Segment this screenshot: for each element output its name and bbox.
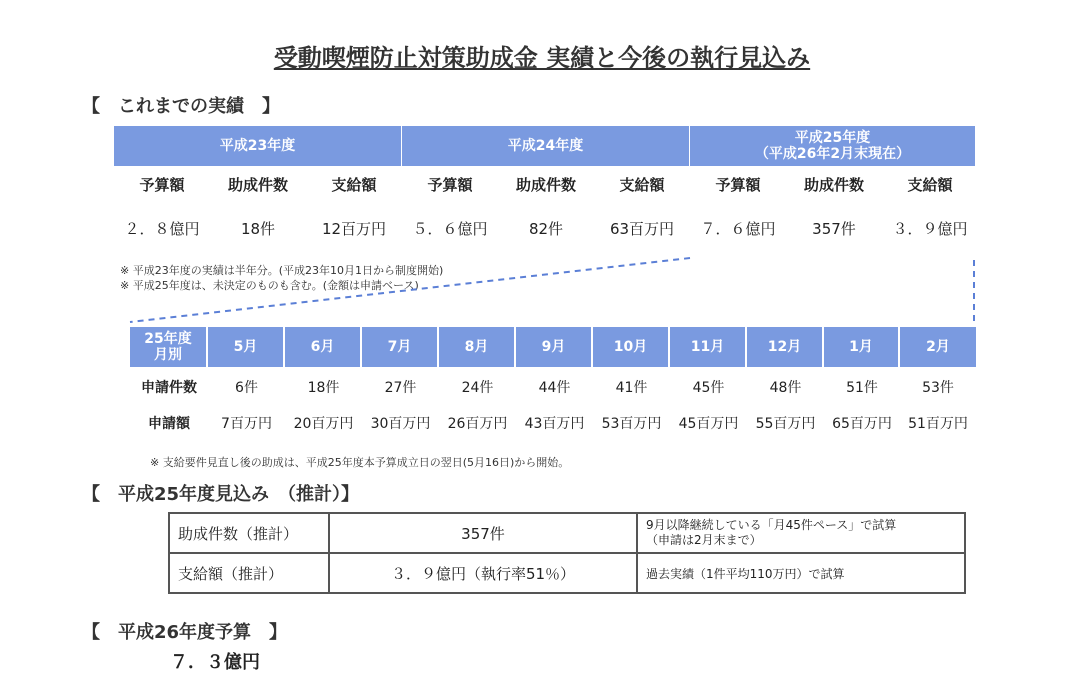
year-sublabel: （平成26年2月末現在）: [754, 146, 911, 162]
month-header: 11月: [670, 327, 747, 367]
month-amount: 53百万円: [601, 416, 662, 432]
month-amount: 26百万円: [447, 416, 508, 432]
month-header: 1月: [824, 327, 900, 367]
row-label-applications: 申請件数: [141, 380, 197, 396]
month-count: 27件: [384, 380, 417, 396]
col-value: ７．６億円: [700, 220, 776, 238]
table-row: [169, 553, 965, 593]
month-header: 9月: [516, 327, 593, 367]
month-count: 48件: [769, 380, 802, 396]
month-amount: 43百万円: [524, 416, 585, 432]
month-header: 5月: [208, 327, 285, 367]
row-label-amount: 申請額: [148, 416, 190, 432]
monthly-corner-header: 25年度 月別: [130, 327, 208, 367]
col-value: ５．６億円: [412, 220, 488, 238]
estimate-value: ３．９億円（執行率51％）: [329, 553, 637, 593]
month-header: 8月: [439, 327, 516, 367]
estimate-value: 357件: [329, 513, 637, 553]
col-label: 予算額: [427, 176, 473, 194]
col-value: ３．９億円: [892, 220, 968, 238]
estimate-comment: 過去実績（1件平均110万円）で試算: [637, 553, 965, 593]
estimate-comment: 9月以降継続している「月45件ペース」で試算 （申請は2月末まで）: [637, 513, 965, 553]
month-amount: 55百万円: [755, 416, 816, 432]
month-count: 45件: [692, 380, 725, 396]
month-amount: 7百万円: [221, 416, 272, 432]
col-value: 63百万円: [609, 220, 675, 238]
month-header: 7月: [362, 327, 439, 367]
page-title: 受動喫煙防止対策助成金 実績と今後の執行見込み: [273, 44, 811, 72]
note-line: ※ 平成25年度は、未決定のものも含む。(金額は申請ベース): [120, 279, 419, 292]
month-count: 51件: [846, 380, 878, 396]
section-heading-results: 【 これまでの実績 】: [82, 96, 280, 117]
estimate-table: [168, 512, 966, 594]
col-label: 助成件数: [515, 176, 576, 194]
month-amount: 65百万円: [832, 416, 892, 432]
col-value: 18件: [240, 220, 276, 238]
col-label: 支給額: [907, 176, 953, 194]
col-label: 予算額: [139, 176, 185, 194]
section-heading-budget26: 【 平成26年度予算 】: [82, 622, 288, 643]
month-count: 44件: [538, 380, 571, 396]
col-label: 支給額: [331, 176, 377, 194]
col-label: 助成件数: [227, 176, 288, 194]
month-header: 6月: [285, 327, 362, 367]
estimate-label: 支給額（推計）: [169, 553, 329, 593]
col-value: 82件: [528, 220, 564, 238]
month-header: 10月: [593, 327, 670, 367]
year-label: 平成24年度: [507, 138, 584, 154]
month-header: 12月: [747, 327, 824, 367]
estimate-label: 助成件数（推計）: [169, 513, 329, 553]
year-label: 平成23年度: [219, 138, 296, 154]
month-amount: 45百万円: [678, 416, 739, 432]
col-value: 357件: [812, 220, 856, 238]
month-header: 2月: [900, 327, 976, 367]
col-value: 12百万円: [321, 220, 387, 238]
month-count: 53件: [922, 380, 954, 396]
col-value: ２．８億円: [124, 220, 200, 238]
month-amount: 20百万円: [293, 416, 354, 432]
month-count: 41件: [615, 380, 648, 396]
col-label: 支給額: [619, 176, 665, 194]
month-amount: 51百万円: [908, 416, 968, 432]
month-amount: 30百万円: [370, 416, 431, 432]
budget26-value: ７．３億円: [170, 652, 260, 673]
month-count: 6件: [235, 380, 258, 396]
note-line: ※ 平成23年度の実績は半年分。(平成23年10月1日から制度開始): [120, 264, 444, 277]
section-heading-estimate: 【 平成25年度見込み （推計）】: [82, 484, 360, 505]
note-start-date: ※ 支給要件見直し後の助成は、平成25年度本予算成立日の翌日(5月16日)から開始。: [150, 456, 570, 469]
col-label: 助成件数: [803, 176, 864, 194]
month-count: 18件: [307, 380, 340, 396]
table-row: [169, 513, 965, 553]
year-label: 平成25年度: [794, 130, 871, 146]
month-count: 24件: [461, 380, 494, 396]
col-label: 予算額: [715, 176, 761, 194]
